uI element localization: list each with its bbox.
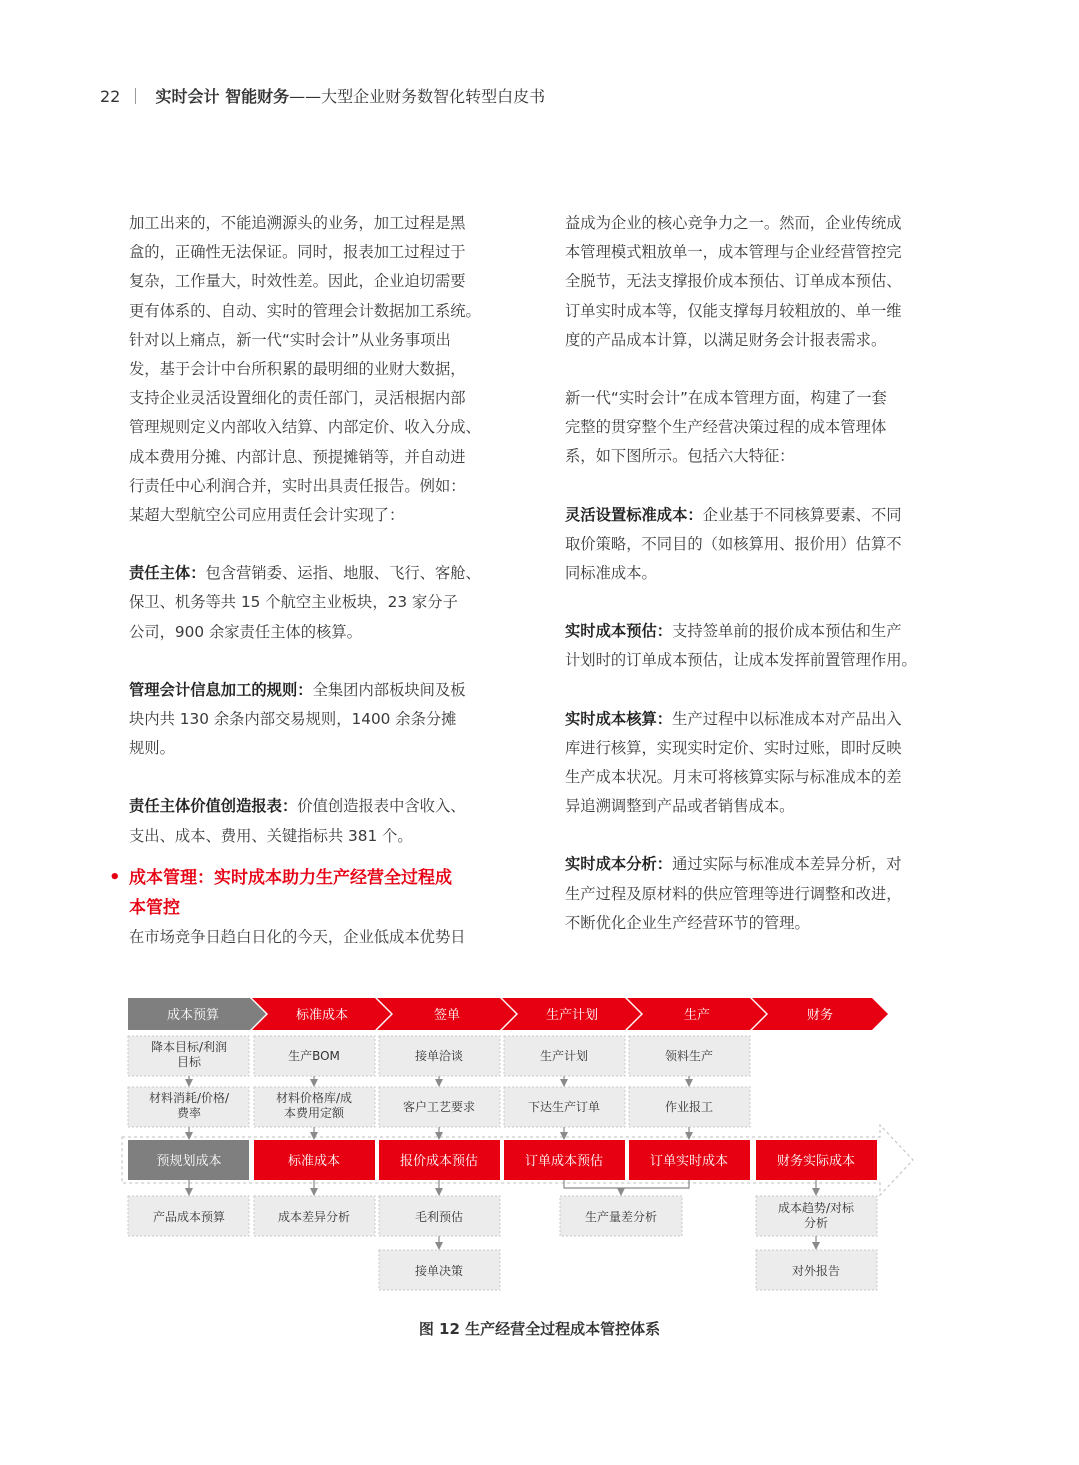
page-header	[100, 84, 545, 107]
input-label: 材料价格库/成本费用定额	[275, 1091, 353, 1120]
feature-cost-estimate	[565, 617, 937, 675]
heading-line: 成本管理：实时成本助力生产经营全过程成	[129, 867, 452, 888]
cost-control-diagram	[0, 990, 1079, 1310]
feature-standard-cost	[565, 501, 937, 589]
stage-label: 生产	[683, 1008, 711, 1023]
text-line: 库进行核算，实现实时定价、实时过账，即时反映	[565, 738, 902, 757]
right-column	[565, 209, 937, 938]
cost-label: 报价成本预估	[399, 1154, 479, 1169]
text-line: 通过实际与标准成本差异分析，对	[672, 855, 902, 874]
left-column	[109, 209, 501, 952]
text-line: 公司，900 余家责任主体的核算。	[129, 622, 362, 641]
text-line: 某超大型航空公司应用责任会计实现了：	[129, 506, 405, 525]
paragraph	[565, 209, 937, 355]
cost-label: 订单成本预估	[524, 1154, 604, 1169]
item-label: 实时成本核算：	[565, 709, 673, 728]
section-heading	[109, 863, 501, 923]
paragraph	[565, 384, 937, 472]
item-label: 实时成本预估：	[565, 622, 673, 641]
text-line: 发，基于会计中台所积累的最明细的业财大数据，	[129, 360, 466, 379]
text-line: 生产过程及原材料的供应管理等进行调整和改进，	[565, 884, 902, 903]
text-line: 异追溯调整到产品或者销售成本。	[565, 797, 795, 816]
text-line: 块内共 130 余条内部交易规则，1400 余条分摊	[129, 710, 457, 729]
cost-label: 财务实际成本	[776, 1154, 856, 1169]
text-line: 同标准成本。	[565, 564, 657, 583]
input-label: 生产BOM	[288, 1049, 340, 1063]
stage-row	[128, 998, 888, 1030]
text-line: 益成为企业的核心竞争力之一。然而，企业传统成	[565, 214, 902, 232]
text-line: 针对以上痛点，新一代“实时会计”从业务事项出	[129, 330, 451, 349]
text-line: 成本费用分摊、内部计息、预提摊销等，并自动进	[129, 447, 466, 466]
cost-label: 标准成本	[287, 1154, 341, 1169]
text-line: 更有体系的、自动、实时的管理会计数据加工系统。	[129, 301, 481, 320]
output-label: 成本差异分析	[277, 1210, 351, 1224]
text-line: 计划时的订单成本预估，让成本发挥前置管理作用。	[565, 651, 917, 670]
item-processing-rules	[129, 676, 501, 764]
feature-cost-accounting	[565, 705, 937, 822]
text-line: 支出、成本、费用、关键指标共 381 个。	[129, 826, 413, 845]
text-line: 包含营销委、运指、地服、飞行、客舱、	[205, 564, 481, 583]
item-value-report	[129, 792, 501, 850]
item-label: 灵活设置标准成本：	[565, 505, 703, 524]
header-title-bold: 实时会计 智能财务	[155, 87, 290, 106]
text-line: 度的产品成本计算，以满足财务会计报表需求。	[565, 330, 887, 349]
output-label: 生产量差分析	[584, 1210, 658, 1224]
text-line: 全脱节，无法支撑报价成本预估、订单成本预估、	[565, 272, 902, 291]
text-line: 支持签单前的报价成本预估和生产	[672, 622, 902, 641]
text-line: 系，如下图所示。包括六大特征：	[565, 447, 795, 466]
figure-caption: 图 12 生产经营全过程成本管控体系	[418, 1320, 661, 1338]
item-label: 管理会计信息加工的规则：	[129, 680, 313, 699]
cost-row	[128, 1140, 877, 1180]
stage-label: 成本预算	[166, 1008, 220, 1023]
text-line: 企业基于不同核算要素、不同	[702, 505, 902, 524]
stage-label: 生产计划	[545, 1008, 599, 1023]
text-line: 完整的贯穿整个生产经营决策过程的成本管理体	[565, 418, 887, 437]
text-line: 行责任中心利润合并，实时出具责任报告。例如：	[129, 476, 466, 495]
page-number: 22	[100, 87, 121, 106]
input-label: 生产计划	[539, 1049, 589, 1063]
intro-paragraph	[129, 209, 501, 530]
text-line: 本管理模式粗放单一，成本管理与企业经营管控完	[565, 243, 902, 262]
text-line: 规则。	[129, 739, 175, 758]
output-label: 接单决策	[414, 1264, 464, 1278]
input-row-2	[128, 1087, 750, 1127]
input-label: 作业报工	[664, 1100, 714, 1114]
item-label: 实时成本分析：	[565, 855, 673, 874]
header-title-rest: ——大型企业财务数智化转型白皮书	[289, 87, 546, 106]
cost-label: 预规划成本	[156, 1154, 222, 1169]
item-label: 责任主体：	[129, 564, 206, 583]
stage-label: 标准成本	[295, 1008, 349, 1023]
output-label: 对外报告	[791, 1264, 841, 1278]
stage-label: 签单	[433, 1008, 461, 1023]
text-line: 订单实时成本等，仅能支撑每月较粗放的、单一维	[565, 301, 902, 320]
bullet-icon: •	[109, 866, 121, 888]
text-line: 支持企业灵活设置细化的责任部门，灵活根据内部	[129, 389, 466, 408]
input-label: 接单洽谈	[414, 1049, 464, 1063]
text-line: 价值创造报表中含收入、	[297, 797, 466, 816]
stage-label: 财务	[806, 1008, 834, 1023]
input-label: 材料消耗/价格/费率	[148, 1091, 230, 1120]
text-line: 在市场竞争日趋白日化的今天，企业低成本优势日	[129, 927, 466, 946]
text-line: 不断优化企业生产经营环节的管理。	[565, 913, 810, 932]
output-label: 产品成本预算	[152, 1210, 226, 1224]
text-line: 盒的，正确性无法保证。同时，报表加工过程过于	[129, 243, 466, 262]
input-row-1	[128, 1036, 750, 1076]
input-label: 客户工艺要求	[402, 1100, 476, 1114]
output-row-1	[128, 1196, 877, 1236]
text-line: 复杂，工作量大，时效性差。因此，企业迫切需要	[129, 272, 466, 291]
text-line: 管理规则定义内部收入结算、内部定价、收入分成、	[129, 418, 481, 437]
input-label: 降本目标/利润目标	[150, 1040, 228, 1069]
text-line: 生产成本状况。月末可将核算实际与标准成本的差	[565, 768, 902, 787]
item-responsibility-entity	[129, 559, 501, 647]
item-label: 责任主体价值创造报表：	[129, 797, 298, 816]
input-label: 领料生产	[664, 1049, 714, 1063]
output-label: 毛利预估	[414, 1210, 464, 1224]
text-line: 生产过程中以标准成本对产品出入	[672, 709, 902, 728]
text-line: 保卫、机务等共 15 个航空主业板块，23 家分子	[129, 593, 458, 612]
output-row-2	[379, 1250, 877, 1290]
heading-line: 本管控	[129, 897, 180, 918]
text-line: 全集团内部板块间及板	[312, 680, 466, 699]
text-line: 加工出来的，不能追溯源头的业务，加工过程是黑	[129, 214, 466, 232]
header-divider	[135, 88, 136, 104]
feature-cost-analysis	[565, 850, 937, 938]
cost-label: 订单实时成本	[649, 1154, 729, 1169]
text-line: 取价策略，不同目的（如核算用、报价用）估算不	[565, 534, 902, 553]
text-line: 新一代“实时会计”在成本管理方面，构建了一套	[565, 389, 887, 408]
output-label: 成本趋势/对标分析	[777, 1201, 855, 1230]
input-label: 下达生产订单	[527, 1100, 601, 1114]
